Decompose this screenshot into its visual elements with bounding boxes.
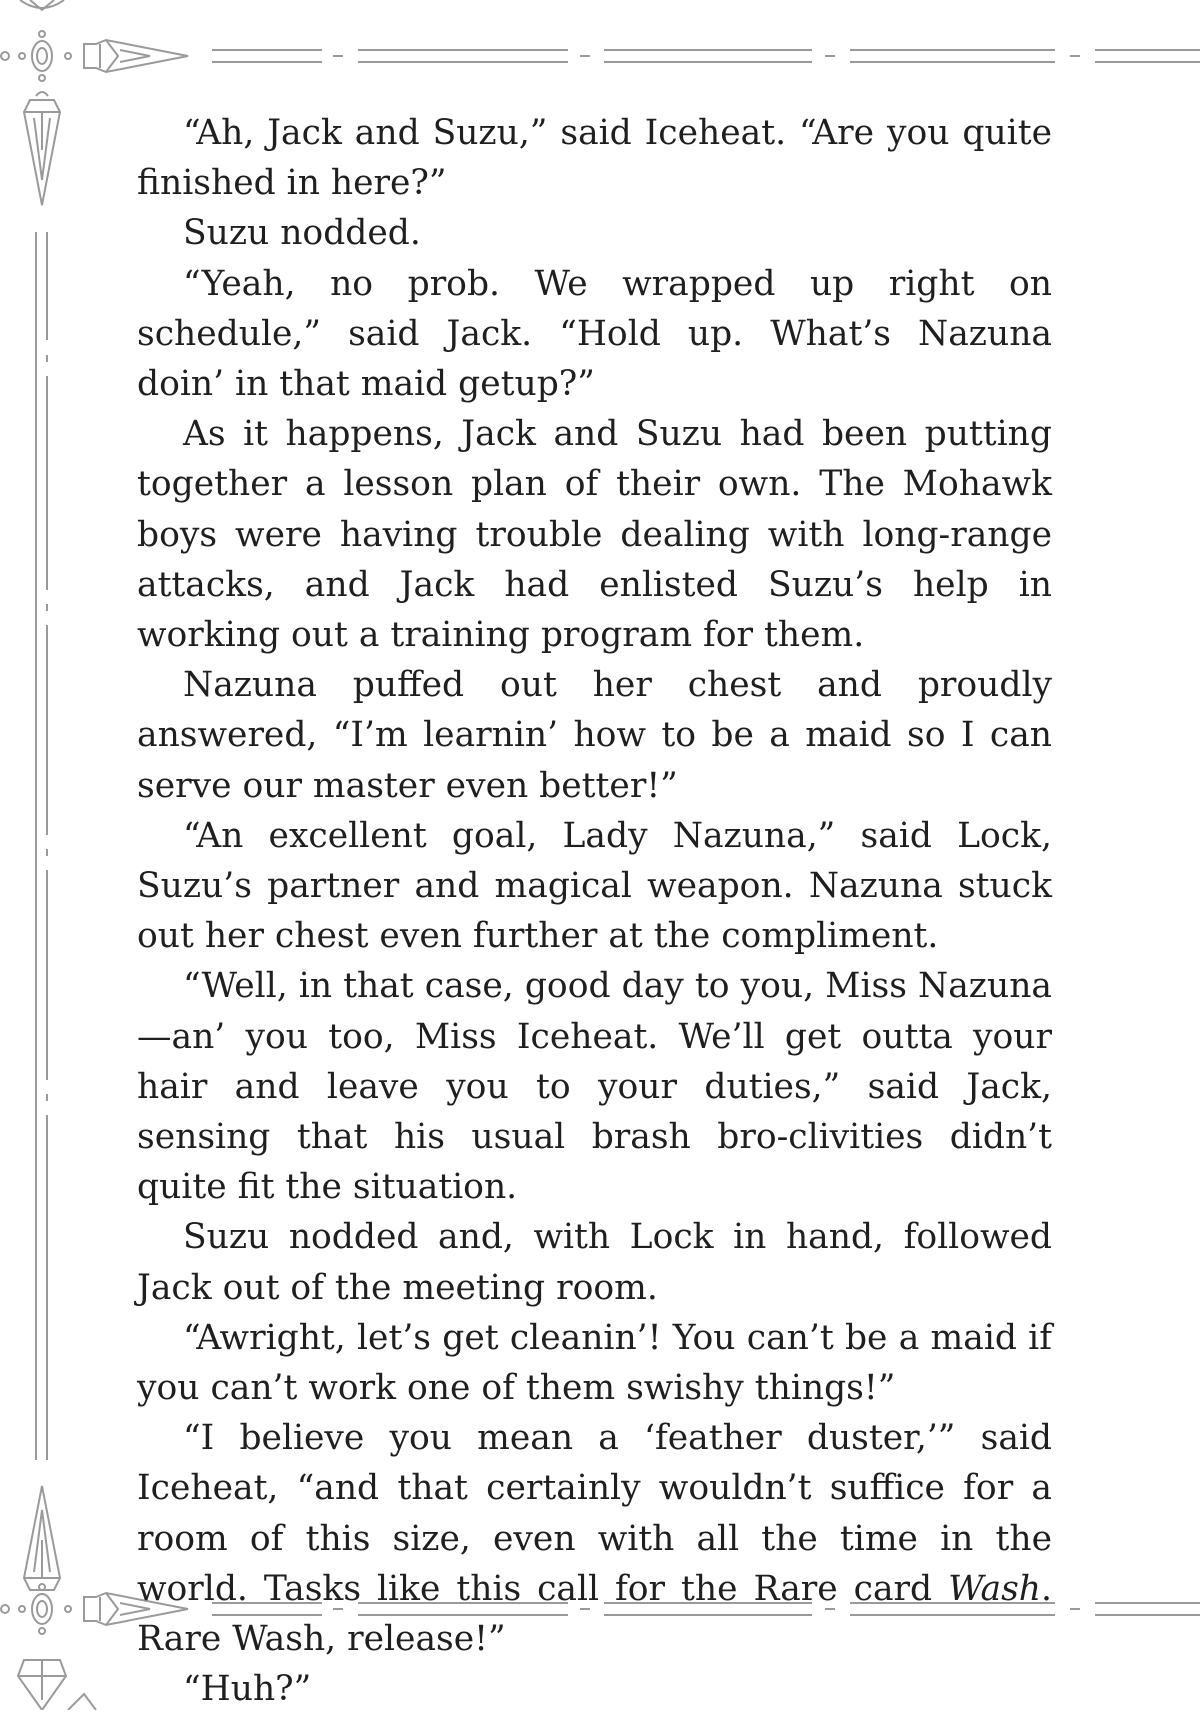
top-rule	[212, 50, 1200, 62]
paragraph: “Well, in that case, good day to you, Miss Nazuna—an’ you too, Miss Iceheat. We’ll get outta your hair and leave you to your duties,” said Jack, sensing that his usual brash bro-clivities didn’t quite fit the situation.	[137, 966, 1052, 1208]
paragraph: As it happens, Jack and Suzu had been putting together a lesson plan of their own. The Mohawk boys were having trouble dealing with long-range attacks, and Jack had enlisted Suzu’s help in working out a training program for them.	[137, 414, 1052, 656]
paragraph: Suzu nodded and, with Lock in hand, followed Jack out of the meeting room.	[137, 1217, 1052, 1308]
paragraph: “Ah, Jack and Suzu,” said Iceheat. “Are you quite finished in here?”	[137, 113, 1052, 204]
left-rule	[36, 232, 47, 1460]
paragraph-text: “I believe you mean a ‘feather duster,’” said Iceheat, “and that certainly wouldn’t suffice for a room of this size, even with all the time in the world. Tasks like this call for the Rare card	[137, 1418, 1052, 1609]
card-name: Wash	[948, 1568, 1042, 1609]
paragraph-text: . Rare Wash, release!”	[137, 1568, 1052, 1660]
paragraph	[137, 1413, 1052, 1664]
paragraph: “Awright, let’s get cleanin’! You can’t be a maid if you can’t work one of them swishy things!”	[137, 1317, 1052, 1409]
paragraph: “Huh?”	[183, 1669, 312, 1710]
paragraph: Suzu nodded.	[183, 213, 421, 254]
paragraph: “Yeah, no prob. We wrapped up right on schedule,” said Jack. “Hold up. What’s Nazuna doin’ in that maid getup?”	[137, 263, 1052, 405]
paragraph: “An excellent goal, Lady Nazuna,” said Lock, Suzu’s partner and magical weapon. Nazuna stuck out her chest even further at the compliment.	[137, 815, 1052, 957]
paragraph: Nazuna puffed out her chest and proudly answered, “I’m learnin’ how to be a maid so I can serve our master even better!”	[137, 665, 1052, 806]
body-text	[137, 108, 1052, 1715]
